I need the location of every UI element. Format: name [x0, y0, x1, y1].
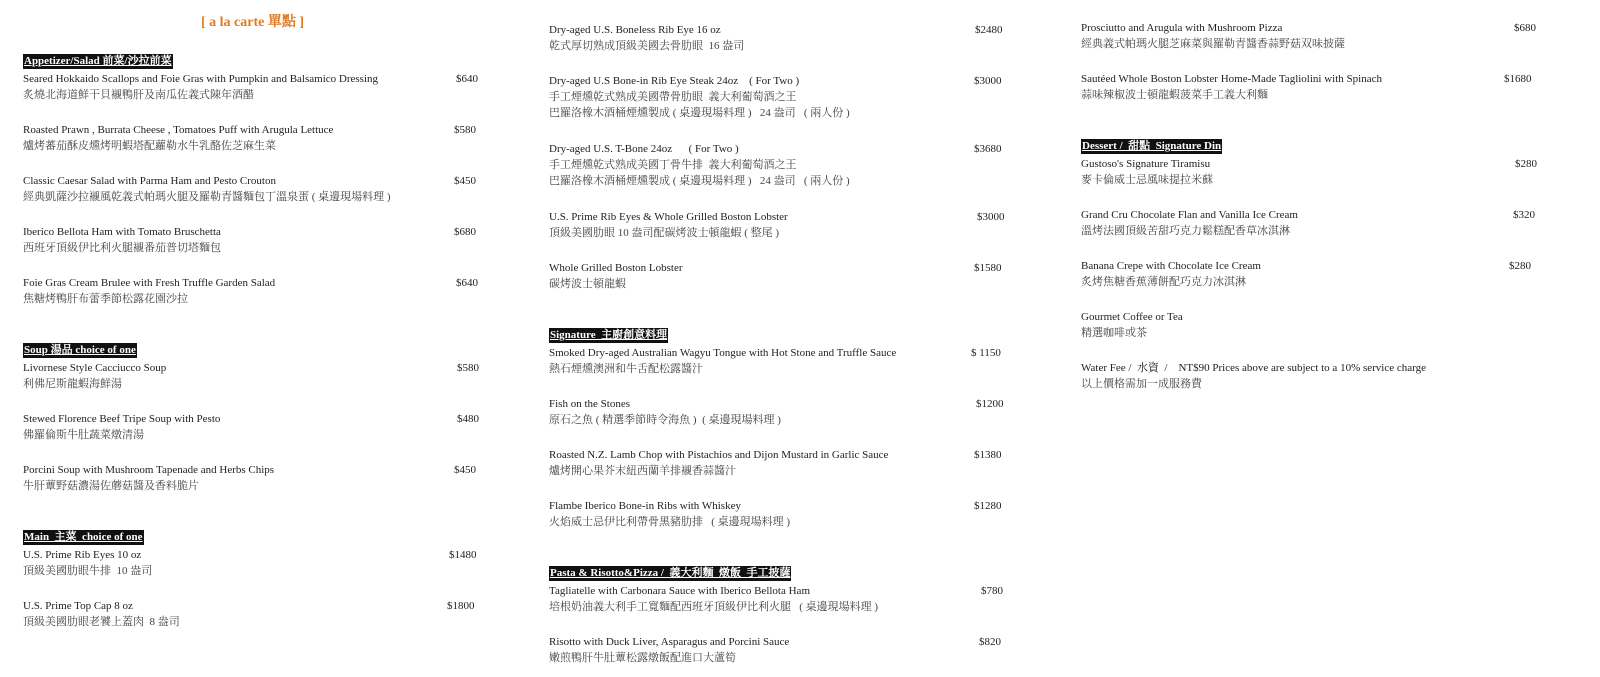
item-name-zh: 精選咖啡或茶	[1081, 327, 1147, 339]
item-name-zh: 碳烤波士頓龍蝦	[549, 278, 626, 290]
menu-item	[23, 71, 478, 103]
item-name-en: Banana Crepe with Chocolate Ice Cream	[1081, 260, 1261, 272]
item-price: $450	[454, 175, 476, 187]
item-name-zh: 培根奶油義大利手工寬麵配西班牙頂級伊比利火腿 ( 桌邊現場料理 )	[549, 601, 879, 613]
section-heading-appetizer: Appetizer/Salad 前菜/沙拉前菜	[24, 55, 172, 67]
item-name-en: Fish on the Stones	[549, 398, 630, 410]
item-price: $1580	[974, 262, 1002, 274]
item-name-en: Stewed Florence Beef Tripe Soup with Pesto	[23, 413, 221, 425]
item-name-en: Roasted Prawn , Burrata Cheese , Tomatoes Puff with Arugula Lettuce	[23, 124, 334, 136]
item-name-en: U.S. Prime Rib Eyes 10 oz	[23, 549, 142, 561]
item-name-zh: 佛羅倫斯牛肚蔬菜燉清湯	[23, 429, 144, 441]
section-heading-main: Main 主菜 choice of one	[24, 531, 143, 543]
item-name-zh: 炙燒北海道鮮干貝襯鴨肝及南瓜佐義式陳年酒醋	[23, 89, 254, 101]
menu-item	[1081, 71, 1532, 103]
item-name-en: Whole Grilled Boston Lobster	[549, 262, 683, 274]
menu-item	[1081, 156, 1537, 188]
item-name-en: Smoked Dry-aged Australian Wagyu Tongue with Hot Stone and Truffle Sauce	[549, 347, 897, 359]
menu-item	[549, 498, 1002, 530]
item-name-zh: 手工煙燻乾式熟成美國丁骨牛排 義大利葡萄酒之王	[549, 159, 797, 171]
item-price: $1800	[447, 600, 475, 612]
item-price: $1680	[1504, 73, 1532, 85]
item-price: $320	[1513, 209, 1535, 221]
item-name-zh: 利佛尼斯龍蝦海鮮湯	[23, 378, 122, 390]
item-name-zh: 火焰威士忌伊比利帶骨黑豬肋排 ( 桌邊現場料理 )	[549, 516, 791, 528]
item-name-zh-cont: 巴羅洛橡木酒桶煙燻製成 ( 桌邊現場料理 ) 24 盎司 ( 兩人份 )	[549, 175, 850, 187]
item-name-en: Classic Caesar Salad with Parma Ham and Pesto Crouton	[23, 175, 276, 187]
menu-item	[23, 275, 478, 307]
item-name-zh: 爐烤蕃茄酥皮燻烤明蝦塔配蘿勒水牛乳酪佐芝麻生菜	[23, 140, 276, 152]
item-price: $3000	[977, 211, 1005, 223]
item-price: $680	[454, 226, 476, 238]
item-name-zh: 原石之魚 ( 精選季節時令海魚 ) ( 桌邊現場料理 )	[549, 414, 781, 426]
menu-item	[23, 173, 476, 205]
item-price: $480	[457, 413, 479, 425]
item-name-zh: 經典義式帕瑪火腿芝麻菜與羅勒青醬香蒜野菇双味披薩	[1081, 38, 1345, 50]
item-price: $3000	[974, 75, 1002, 87]
item-name-zh: 西班牙頂級伊比利火腿襯番茄普切塔麵包	[23, 242, 221, 254]
section-heading-dessert: Dessert / 甜點 Signature Din	[1082, 140, 1222, 152]
item-name-en: Flambe Iberico Bone-in Ribs with Whiskey	[549, 500, 741, 512]
menu-item	[549, 634, 1001, 666]
menu-item	[549, 260, 1002, 292]
item-price: $450	[454, 464, 476, 476]
item-price: $580	[454, 124, 476, 136]
item-price: $1380	[974, 449, 1002, 461]
item-name-en: Gustoso's Signature Tiramisu	[1081, 158, 1211, 170]
menu-item	[549, 396, 1004, 428]
menu-item	[549, 22, 1003, 54]
item-name-en: U.S. Prime Top Cap 8 oz	[23, 600, 133, 612]
item-name-zh: 嫩煎鴨肝牛肚蕈松露燉飯配進口大蘆筍	[549, 652, 736, 664]
item-name-en: Gourmet Coffee or Tea	[1081, 311, 1183, 323]
menu-item	[549, 345, 1001, 377]
item-name-en: Foie Gras Cream Brulee with Fresh Truffle Garden Salad	[23, 277, 276, 289]
item-price: $3680	[974, 143, 1002, 155]
menu-item	[23, 462, 476, 494]
item-name-zh: 熱石煙燻澳洲和牛舌配松露醬汁	[549, 363, 703, 375]
menu-item	[23, 411, 479, 443]
item-price: $580	[457, 362, 479, 374]
menu-item	[549, 209, 1005, 241]
item-price: $640	[456, 73, 478, 85]
item-price: $1200	[976, 398, 1004, 410]
item-name-en: Dry-aged U.S. Boneless Rib Eye 16 oz	[549, 24, 721, 36]
menu-item	[1081, 258, 1531, 290]
item-name-en: Seared Hokkaido Scallops and Foie Gras with Pumpkin and Balsamico Dressing	[23, 73, 379, 85]
menu-item	[1081, 20, 1536, 52]
menu-item	[1081, 360, 1426, 392]
menu-item	[1081, 207, 1535, 239]
item-name-zh: 蒜味辣椒波士頓龍蝦菠菜手工義大利麵	[1081, 89, 1268, 101]
item-name-en: Water Fee / 水資 / NT$90 Prices above are subject to a 10% service charge	[1081, 362, 1426, 374]
item-name-en: Iberico Bellota Ham with Tomato Bruschetta	[23, 226, 221, 238]
item-name-zh: 乾式厚切熟成頂級美國去骨肋眼 16 盎司	[549, 40, 745, 52]
section-heading-pasta: Pasta & Risotto&Pizza / 義大利麵 燉飯 手工披薩	[550, 567, 791, 579]
item-price: $820	[979, 636, 1001, 648]
item-name-zh: 經典凱薩沙拉襯風乾義式帕瑪火腿及羅勒青醬麵包丁溫泉蛋 ( 桌邊現場料理 )	[23, 191, 391, 203]
item-price: $780	[981, 585, 1003, 597]
item-name-zh-cont: 巴羅洛橡木酒桶煙燻製成 ( 桌邊現場料理 ) 24 盎司 ( 兩人份 )	[549, 107, 850, 119]
menu-item	[23, 224, 476, 256]
item-name-en: Risotto with Duck Liver, Asparagus and Porcini Sauce	[549, 636, 790, 648]
page-title: [ a la carte 單點 ]	[201, 15, 305, 30]
item-price: $280	[1515, 158, 1537, 170]
item-name-en: Prosciutto and Arugula with Mushroom Pizza	[1081, 22, 1283, 34]
item-name-en: Dry-aged U.S Bone-in Rib Eye Steak 24oz ( For Two )	[549, 75, 800, 87]
menu-item	[549, 447, 1002, 479]
item-price: $2480	[975, 24, 1003, 36]
item-name-en: Grand Cru Chocolate Flan and Vanilla Ice Cream	[1081, 209, 1298, 221]
item-name-en: Livornese Style Cacciucco Soup	[23, 362, 167, 374]
menu-item	[23, 598, 475, 630]
item-price: $640	[456, 277, 478, 289]
section-heading-signature: Signature 主廚創意料理	[550, 329, 668, 341]
item-name-zh: 溫烤法國頂級苦甜巧克力鬆糕配香草冰淇淋	[1081, 225, 1290, 237]
menu-item	[549, 73, 1002, 121]
menu-item	[549, 583, 1003, 615]
item-name-zh: 麥卡倫威士忌風味提拉米蘇	[1081, 174, 1213, 186]
item-name-zh: 牛肝蕈野菇濃湯佐蘑菇醬及香料脆片	[23, 480, 199, 492]
section-heading-soup: Soup 湯品 choice of one	[24, 344, 136, 356]
item-name-zh: 頂級美國肋眼老饕上蓋肉 8 盎司	[23, 616, 180, 628]
item-name-en: U.S. Prime Rib Eyes & Whole Grilled Boston Lobster	[549, 211, 788, 223]
menu-item	[23, 122, 476, 154]
item-price: $ 1150	[971, 347, 1001, 359]
item-price: $680	[1514, 22, 1536, 34]
item-price: $280	[1509, 260, 1531, 272]
item-name-zh: 以上價格需加一成服務費	[1081, 378, 1202, 390]
menu-item	[549, 141, 1002, 189]
item-name-zh: 手工煙燻乾式熟成美國帶骨肋眼 義大利葡萄酒之王	[549, 91, 797, 103]
item-price: $1280	[974, 500, 1002, 512]
item-name-zh: 炙烤焦糖香蕉薄餅配巧克力冰淇淋	[1081, 276, 1246, 288]
item-name-en: Sautéed Whole Boston Lobster Home-Made Tagliolini with Spinach	[1081, 73, 1382, 85]
item-name-zh: 頂級美國肋眼牛排 10 盎司	[23, 565, 153, 577]
item-name-zh: 爐烤開心果芥末紐西蘭羊排襯香蒜醬汁	[549, 465, 736, 477]
item-name-en: Porcini Soup with Mushroom Tapenade and Herbs Chips	[23, 464, 275, 476]
item-name-zh: 頂級美國肋眼 10 盎司配碳烤波士頓龍蝦 ( 整尾 )	[549, 227, 780, 239]
item-name-zh: 焦糖烤鴨肝布蕾季節松露花園沙拉	[23, 293, 188, 305]
item-name-en: Dry-aged U.S. T-Bone 24oz ( For Two )	[549, 143, 739, 155]
item-name-en: Tagliatelle with Carbonara Sauce with Iberico Bellota Ham	[549, 585, 810, 597]
item-price: $1480	[449, 549, 477, 561]
menu-item	[1081, 309, 1183, 341]
item-name-en: Roasted N.Z. Lamb Chop with Pistachios and Dijon Mustard in Garlic Sauce	[549, 449, 889, 461]
menu-item	[23, 547, 477, 579]
menu-item	[23, 360, 479, 392]
